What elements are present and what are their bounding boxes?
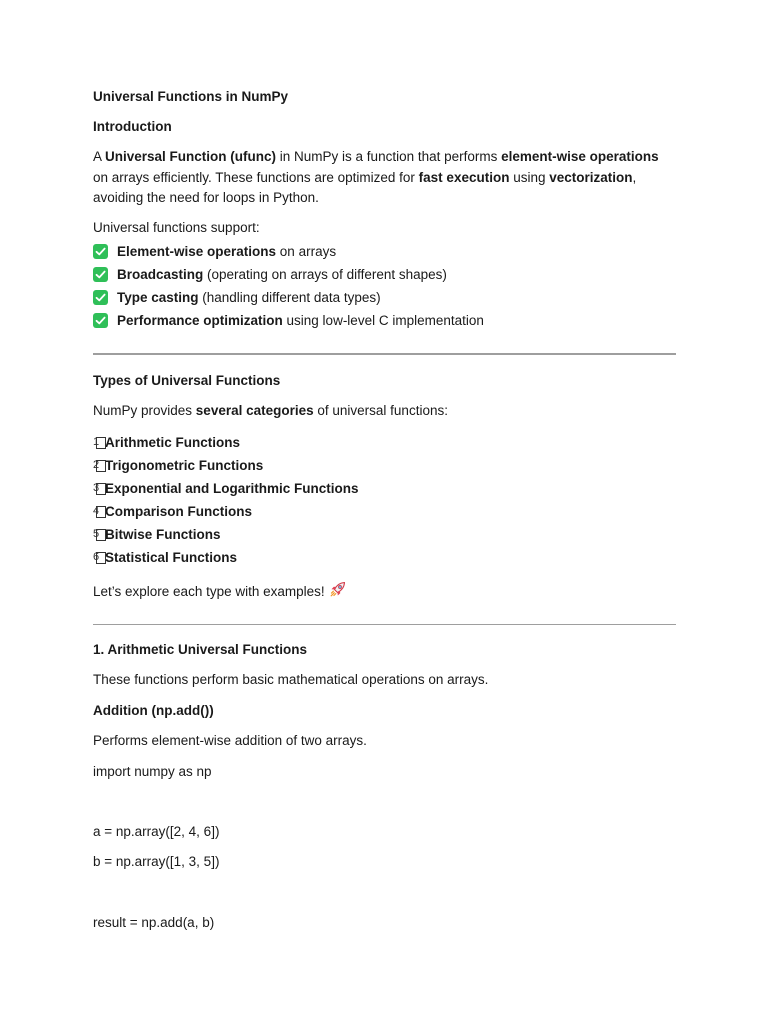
list-item [93, 287, 381, 307]
intro-bold-vectorization: vectorization [549, 169, 633, 185]
keycap-digit-icon: 5 [93, 527, 105, 541]
explore-text-label: Let’s explore each type with examples! [93, 584, 325, 599]
list-item-text: using low-level C implementation [282, 312, 484, 328]
list-item-text: (handling different data types) [198, 289, 381, 305]
list-item-bold: Type casting [117, 289, 199, 305]
addition-heading: Addition (np.add()) [93, 703, 214, 718]
check-box-icon [93, 267, 108, 282]
check-box-icon [93, 290, 108, 305]
document-title: Universal Functions in NumPy [93, 89, 289, 104]
list-item [93, 264, 447, 284]
category-label: Statistical Functions [105, 549, 238, 565]
category-label: Exponential and Logarithmic Functions [105, 480, 359, 496]
explore-text [93, 581, 346, 601]
code-line: b = np.array([1, 3, 5]) [93, 854, 220, 869]
keycap-digit-icon: 1 [93, 435, 105, 449]
list-item [93, 478, 359, 498]
support-intro: Universal functions support: [93, 220, 260, 235]
check-box-icon [93, 313, 108, 328]
types-intro-text-2: of universal functions: [313, 403, 448, 418]
intro-bold-elementwise: element-wise operations [501, 149, 659, 164]
types-intro [93, 403, 448, 418]
arith-intro: These functions perform basic mathematical operations on arrays. [93, 672, 489, 687]
keycap-digit-icon: 3 [93, 481, 105, 495]
code-line: import numpy as np [93, 764, 212, 779]
list-item-bold: Performance optimization [117, 312, 283, 328]
addition-description: Performs element-wise addition of two arrays. [93, 733, 367, 748]
intro-text-5: , [632, 169, 637, 185]
arith-heading: 1. Arithmetic Universal Functions [93, 642, 308, 657]
list-item-text: on arrays [276, 243, 337, 259]
list-item [93, 455, 263, 475]
code-line: result = np.add(a, b) [93, 915, 215, 930]
list-item [93, 310, 484, 330]
category-label: Arithmetic Functions [105, 434, 241, 450]
list-item [93, 524, 221, 544]
list-item [93, 241, 336, 261]
keycap-digit-icon: 2 [93, 458, 105, 472]
category-label: Bitwise Functions [105, 526, 221, 542]
list-item [93, 547, 237, 567]
intro-paragraph [93, 147, 676, 209]
keycap-digit-icon: 6 [93, 550, 105, 564]
intro-text-6: avoiding the need for loops in Python. [93, 190, 319, 205]
horizontal-rule [93, 624, 676, 625]
horizontal-rule [93, 353, 676, 355]
intro-text-3: on arrays efficiently. These functions are optimized for [93, 169, 419, 185]
rocket-icon [329, 581, 346, 601]
types-intro-bold: several categories [195, 403, 314, 418]
intro-bold-fast: fast execution [418, 169, 510, 185]
intro-text-1: A [93, 149, 106, 164]
intro-heading: Introduction [93, 119, 172, 134]
keycap-digit-icon: 4 [93, 504, 105, 518]
list-item-text: (operating on arrays of different shapes) [203, 266, 447, 282]
list-item-bold: Element-wise operations [117, 243, 277, 259]
list-item-bold: Broadcasting [117, 266, 204, 282]
list-item [93, 432, 240, 452]
intro-text-4: using [509, 169, 550, 185]
check-box-icon [93, 244, 108, 259]
category-label: Trigonometric Functions [105, 457, 264, 473]
code-line: a = np.array([2, 4, 6]) [93, 824, 220, 839]
intro-bold-ufunc: Universal Function (ufunc) [105, 149, 277, 164]
types-intro-text-1: NumPy provides [93, 403, 196, 418]
types-heading: Types of Universal Functions [93, 373, 281, 388]
category-label: Comparison Functions [105, 503, 253, 519]
list-item [93, 501, 252, 521]
intro-text-2: in NumPy is a function that performs [276, 149, 502, 164]
